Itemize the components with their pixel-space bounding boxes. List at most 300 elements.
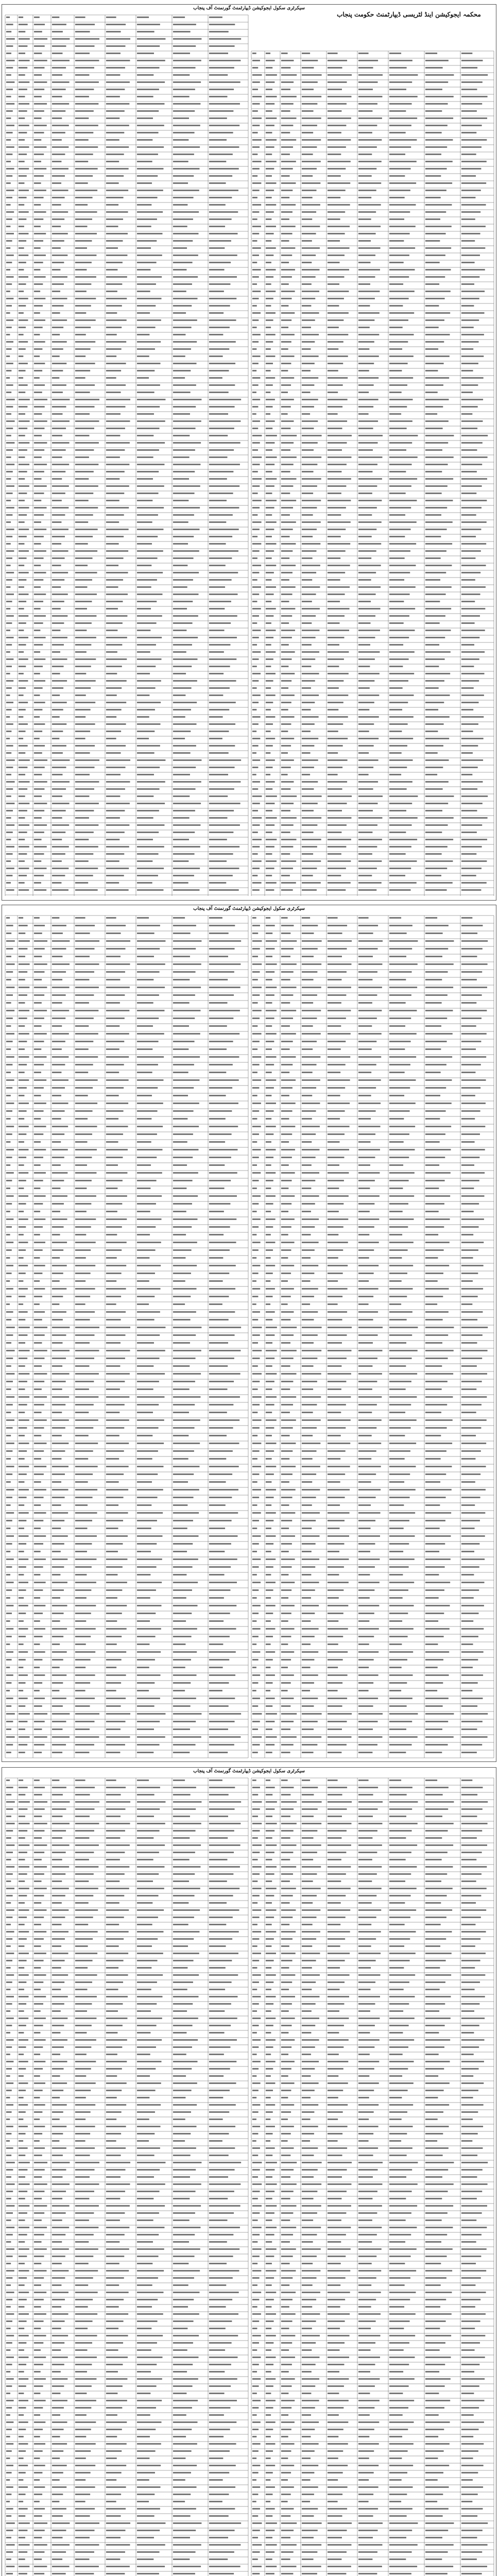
cell-text (266, 1551, 271, 1552)
cell-text (266, 370, 271, 371)
cell-text (252, 1582, 261, 1583)
cell-text (389, 1636, 408, 1637)
cell-text (425, 190, 446, 191)
cell-text (461, 963, 488, 965)
cell-text (461, 1033, 487, 1035)
cell-text (461, 1620, 473, 1622)
cell-text (19, 161, 25, 162)
cell-text (19, 651, 24, 653)
cell-text (266, 442, 274, 444)
cell-text (106, 1133, 123, 1135)
cell-text (6, 464, 14, 465)
cell-text (302, 1226, 315, 1228)
cell-text (19, 420, 30, 422)
cell-text (173, 255, 198, 256)
cell-text (461, 1574, 474, 1575)
cell-text (75, 1808, 95, 1810)
cell-text (52, 1126, 68, 1127)
cell-text (209, 377, 222, 379)
cell-text (358, 161, 382, 162)
cell-text (281, 1303, 288, 1305)
cell-text (106, 1535, 128, 1537)
cell-text (461, 630, 485, 631)
cell-text (328, 1350, 351, 1351)
cell-text (209, 456, 228, 458)
cell-text (425, 994, 448, 996)
cell-text (106, 1110, 124, 1112)
cell-text (266, 197, 272, 198)
cell-text (358, 1566, 375, 1568)
cell-text (6, 1311, 13, 1313)
cell-text (209, 963, 240, 965)
cell-text (173, 67, 196, 69)
cell-text (252, 1713, 262, 1715)
cell-text (252, 651, 261, 653)
cell-text (52, 1794, 63, 1795)
cell-text (34, 1945, 41, 1947)
cell-text (106, 853, 124, 855)
cell-text (389, 334, 414, 335)
cell-text (252, 987, 262, 988)
cell-text (137, 363, 161, 364)
cell-text (328, 1543, 344, 1545)
cell-text (266, 774, 270, 775)
cell-text (137, 1582, 162, 1583)
cell-text (19, 240, 26, 242)
cell-text (425, 940, 454, 942)
cell-text (266, 658, 273, 660)
cell-text (302, 1234, 311, 1235)
cell-text (137, 868, 164, 869)
cell-text (173, 1133, 193, 1135)
cell-text (209, 348, 229, 350)
cell-text (266, 709, 271, 710)
cell-text (173, 16, 185, 18)
cell-text (19, 1823, 30, 1824)
cell-text (358, 795, 383, 797)
cell-text (6, 1350, 15, 1351)
cell-text (52, 1419, 69, 1421)
cell-text (252, 1752, 258, 1753)
cell-text (461, 1674, 483, 1676)
cell-text (137, 875, 158, 876)
cell-text (75, 1010, 98, 1011)
cell-text (281, 507, 293, 509)
cell-text (461, 1744, 482, 1745)
cell-text (252, 716, 261, 718)
cell-text (302, 1620, 311, 1622)
cell-text (281, 218, 289, 220)
cell-text (358, 644, 370, 646)
cell-text (52, 1605, 67, 1606)
cell-text (6, 1551, 10, 1552)
cell-text (281, 1528, 289, 1529)
cell-text (358, 139, 382, 141)
cell-text (19, 963, 30, 965)
cell-text (52, 1866, 69, 1868)
cell-text (252, 218, 257, 220)
cell-text (6, 529, 14, 530)
cell-text (6, 644, 12, 646)
cell-text (6, 81, 14, 83)
cell-text (461, 1365, 477, 1367)
cell-text (52, 1909, 68, 1911)
cell-text (389, 1558, 415, 1560)
cell-text (461, 1558, 485, 1560)
cell-text (137, 839, 153, 840)
cell-text (34, 1713, 47, 1715)
cell-text (358, 963, 382, 965)
cell-text (106, 464, 129, 465)
cell-text (252, 1558, 261, 1560)
cell-text (6, 1512, 14, 1514)
cell-text (6, 875, 12, 876)
cell-text (6, 1489, 14, 1490)
cell-text (252, 1589, 259, 1591)
cell-text (358, 67, 373, 69)
cell-text (252, 994, 260, 996)
cell-text (75, 1319, 90, 1320)
cell-text (328, 832, 341, 833)
cell-text (281, 601, 289, 602)
cell-text (425, 846, 448, 848)
cell-text (461, 355, 484, 357)
cell-text (266, 788, 272, 790)
cell-text (106, 1953, 128, 1954)
cell-text (425, 651, 451, 653)
cell-text (75, 435, 89, 436)
cell-text (209, 269, 225, 270)
cell-text (19, 788, 27, 790)
cell-text (52, 956, 63, 957)
cell-text (266, 680, 273, 682)
cell-text (358, 298, 375, 299)
cell-text (266, 543, 277, 545)
cell-text (389, 795, 418, 797)
cell-text (137, 694, 149, 696)
cell-text (266, 269, 276, 270)
cell-text (19, 1945, 24, 1947)
cell-text (389, 154, 405, 155)
cell-text (75, 1667, 85, 1668)
cell-text (358, 1365, 372, 1367)
cell-text (209, 1118, 226, 1120)
cell-text (6, 305, 12, 307)
cell-text (302, 536, 313, 537)
cell-text (209, 601, 231, 602)
cell-text (6, 1651, 13, 1653)
cell-text (34, 1234, 40, 1235)
cell-text (252, 60, 260, 61)
cell-text (209, 1830, 234, 1832)
cell-text (52, 283, 64, 285)
cell-text (302, 889, 317, 891)
cell-text (425, 1636, 444, 1637)
cell-text (461, 550, 481, 552)
cell-text (461, 211, 480, 213)
cell-text (389, 875, 405, 876)
cell-text (425, 1110, 446, 1112)
cell-text (252, 752, 256, 754)
cell-text (19, 586, 24, 588)
cell-text (137, 1033, 164, 1035)
cell-text (173, 1909, 200, 1911)
cell-text (425, 1188, 439, 1189)
cell-text (252, 948, 260, 950)
cell-text (389, 464, 412, 465)
cell-text (19, 276, 28, 278)
cell-text (34, 435, 42, 436)
cell-text (6, 925, 13, 926)
cell-text (358, 882, 382, 884)
cell-text (266, 1620, 271, 1622)
cell-text (137, 1211, 150, 1212)
cell-text (34, 1888, 47, 1889)
cell-text (173, 240, 193, 242)
cell-text (173, 312, 186, 314)
cell-text (425, 1744, 448, 1745)
cell-text (389, 514, 405, 516)
cell-text (302, 175, 313, 177)
cell-text (106, 146, 129, 148)
cell-text (106, 1780, 116, 1781)
cell-text (302, 839, 321, 840)
cell-text (137, 1597, 150, 1599)
cell-text (19, 1334, 27, 1336)
cell-text (52, 781, 70, 783)
cell-text (302, 1149, 320, 1150)
cell-text (302, 291, 319, 292)
cell-text (52, 399, 70, 400)
cell-text (173, 1412, 189, 1413)
cell-text (19, 1435, 25, 1436)
cell-text (281, 1203, 291, 1205)
cell-text (34, 615, 46, 617)
cell-text (75, 1018, 94, 1019)
cell-text (34, 132, 44, 133)
cell-text (281, 1643, 288, 1645)
cell-text (173, 197, 194, 198)
cell-text (389, 788, 407, 790)
cell-text (173, 1141, 187, 1143)
cell-text (34, 1211, 40, 1212)
cell-text (19, 1458, 25, 1460)
cell-text (173, 550, 199, 552)
cell-text (75, 298, 96, 299)
cell-text (19, 132, 27, 133)
cell-text (106, 96, 120, 97)
cell-text (6, 1837, 11, 1839)
cell-text (75, 255, 96, 256)
cell-text (358, 1404, 377, 1405)
cell-text (34, 1705, 42, 1707)
cell-text (137, 1126, 163, 1127)
cell-text (137, 218, 157, 220)
cell-text (52, 1033, 69, 1035)
cell-text (75, 673, 86, 674)
cell-text (19, 1859, 25, 1860)
cell-text (106, 1010, 129, 1011)
cell-text (389, 74, 418, 76)
cell-text (328, 507, 346, 509)
cell-text (6, 1566, 12, 1568)
cell-text (75, 1164, 87, 1166)
cell-text (173, 1859, 190, 1860)
cell-text (358, 1682, 373, 1684)
cell-text (6, 485, 14, 487)
cell-text (461, 1597, 474, 1599)
cell-text (173, 767, 196, 768)
cell-text (6, 146, 14, 148)
cell-text (302, 262, 312, 263)
cell-text (52, 1667, 60, 1668)
cell-text (173, 117, 189, 119)
cell-text (302, 925, 318, 926)
cell-text (209, 788, 234, 790)
cell-text (328, 161, 351, 162)
cell-text (137, 963, 165, 965)
cell-text (75, 1211, 87, 1212)
cell-text (302, 478, 321, 480)
cell-text (358, 1157, 375, 1158)
cell-text (34, 1141, 41, 1143)
cell-text (106, 1056, 129, 1058)
cell-text (425, 464, 448, 465)
cell-text (6, 31, 11, 32)
cell-text (425, 731, 438, 732)
cell-text (302, 868, 317, 869)
cell-text (19, 608, 24, 609)
cell-text (19, 817, 25, 819)
cell-text (281, 312, 295, 314)
cell-text (281, 1574, 288, 1575)
cell-text (358, 666, 370, 667)
cell-text (137, 1752, 153, 1753)
cell-text (34, 1643, 40, 1645)
cell-text (19, 1497, 27, 1498)
cell-text (75, 832, 94, 833)
cell-text (6, 1095, 11, 1096)
cell-text (358, 478, 382, 480)
cell-text (358, 687, 370, 689)
cell-text (52, 1535, 68, 1537)
cell-text (281, 1566, 292, 1568)
cell-text (266, 226, 276, 227)
cell-text (425, 1690, 437, 1691)
cell-text (19, 1643, 24, 1645)
cell-text (302, 731, 311, 732)
cell-text (173, 1589, 192, 1591)
cell-text (328, 723, 343, 725)
cell-text (461, 788, 477, 790)
cell-text (106, 687, 122, 689)
cell-text (137, 204, 151, 206)
cell-text (266, 810, 272, 811)
cell-text (209, 1859, 228, 1860)
cell-text (281, 1010, 296, 1011)
cell-text (328, 1473, 345, 1475)
cell-text (425, 795, 454, 797)
cell-text (52, 392, 63, 393)
cell-text (389, 1674, 413, 1676)
cell-text (75, 788, 94, 790)
cell-text (106, 1823, 130, 1824)
cell-text (6, 1412, 11, 1413)
cell-text (389, 1520, 409, 1521)
cell-text (173, 680, 197, 682)
cell-text (106, 1504, 118, 1506)
cell-text (137, 1087, 158, 1089)
cell-text (281, 875, 290, 876)
cell-text (173, 1837, 190, 1839)
cell-text (19, 247, 24, 249)
cell-text (173, 622, 193, 624)
cell-text (75, 1427, 93, 1429)
cell-text (281, 1473, 292, 1475)
cell-text (281, 644, 289, 646)
cell-text (52, 795, 62, 797)
cell-text (302, 363, 315, 364)
cell-text (302, 384, 314, 386)
cell-text (358, 1327, 383, 1328)
cell-text (6, 1319, 11, 1320)
cell-text (209, 889, 239, 891)
cell-text (281, 1736, 297, 1738)
cell-text (302, 211, 316, 213)
cell-text (252, 1489, 261, 1490)
cell-text (34, 666, 43, 667)
cell-text (425, 1412, 441, 1413)
cell-text (461, 731, 473, 732)
cell-text (461, 1589, 479, 1591)
cell-text (389, 1280, 402, 1282)
cell-text (106, 60, 130, 61)
cell-text (209, 355, 223, 357)
cell-text (52, 752, 63, 754)
cell-text (19, 1350, 30, 1351)
cell-text (281, 651, 295, 653)
cell-text (252, 1481, 257, 1483)
cell-text (425, 226, 452, 227)
cell-text (425, 204, 452, 206)
cell-text (34, 392, 42, 393)
cell-text (302, 1303, 310, 1305)
cell-text (19, 1558, 28, 1560)
cell-text (252, 305, 257, 307)
cell-text (52, 1558, 67, 1560)
cell-text (52, 745, 66, 747)
cell-text (173, 557, 194, 559)
cell-text (6, 882, 11, 884)
cell-text (52, 817, 62, 819)
cell-text (302, 110, 314, 112)
cell-text (106, 1087, 124, 1089)
cell-text (389, 1643, 402, 1645)
cell-text (302, 89, 314, 90)
cell-text (6, 702, 13, 703)
cell-text (34, 1682, 42, 1684)
cell-text (19, 1895, 27, 1896)
cell-text (252, 255, 259, 256)
cell-text (358, 1396, 382, 1398)
cell-text (302, 1613, 315, 1614)
cell-text (328, 774, 338, 775)
cell-text (209, 536, 232, 537)
cell-text (209, 658, 236, 660)
cell-text (19, 644, 26, 646)
cell-text (358, 1667, 369, 1668)
cell-text (425, 1651, 449, 1653)
